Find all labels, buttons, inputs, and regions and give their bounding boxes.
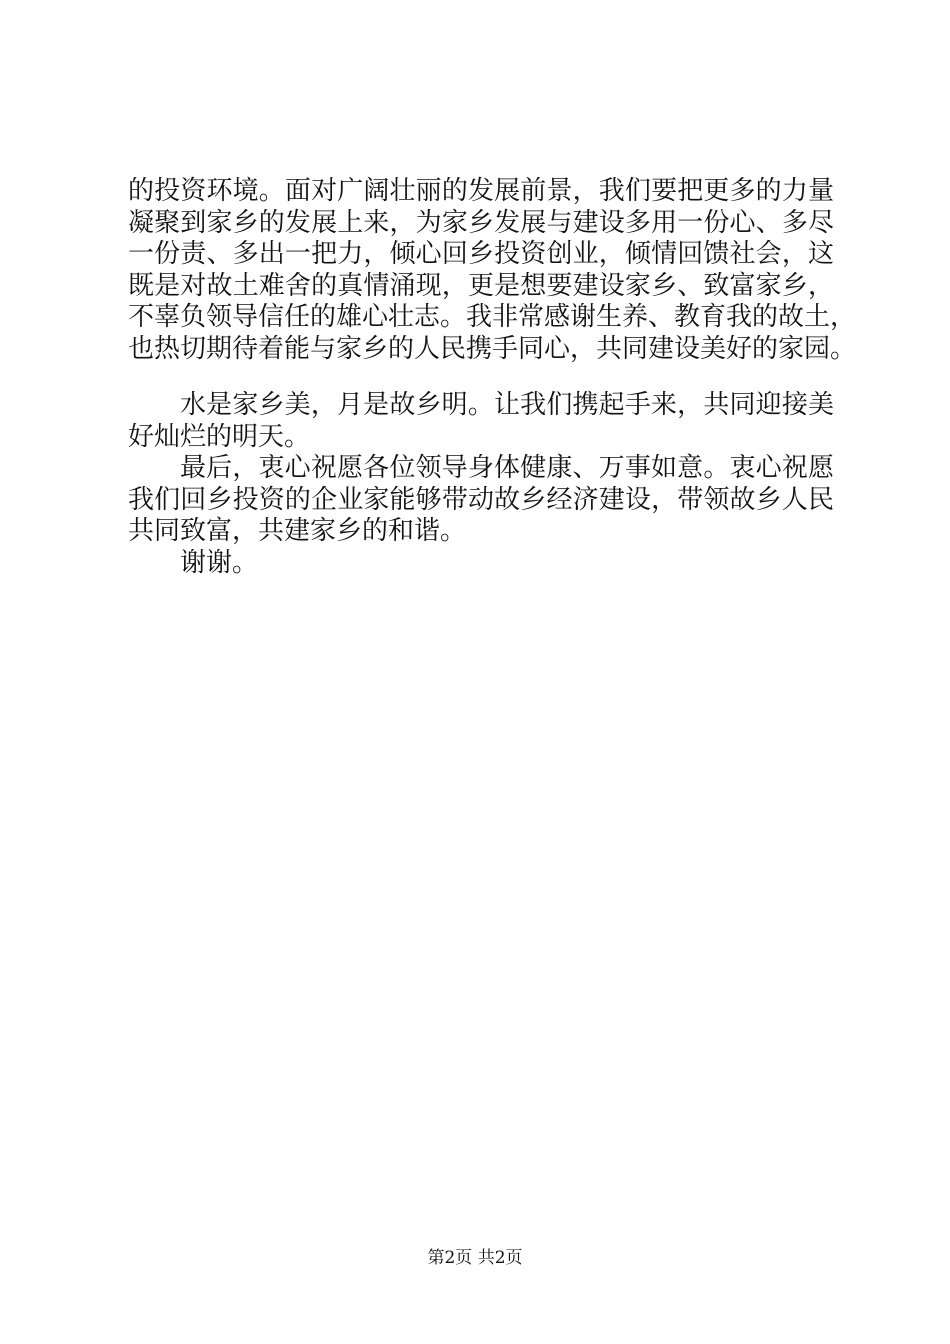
paragraph-2	[128, 390, 834, 453]
paragraph-1	[128, 176, 857, 365]
page-number-footer: 第2页 共2页	[427, 1248, 523, 1268]
text-line: 水是家乡美，月是故乡明。让我们携起手来，共同迎接美	[180, 390, 834, 420]
paragraph-gap	[128, 365, 834, 390]
text-line: 最后，衷心祝愿各位领导身体健康、万事如意。衷心祝愿	[180, 453, 834, 483]
text-line: 不辜负领导信任的雄心壮志。我非常感谢生养、教育我的故土，	[128, 302, 857, 332]
text-line: 也热切期待着能与家乡的人民携手同心，共同建设美好的家园。	[128, 333, 857, 364]
paragraph-4	[128, 548, 834, 580]
text-line: 谢谢。	[180, 547, 259, 578]
text-line: 的投资环境。面对广阔壮丽的发展前景，我们要把更多的力量	[128, 176, 834, 206]
document-body	[128, 176, 857, 579]
text-line: 既是对故土难舍的真情涌现，更是想要建设家乡、致富家乡，	[128, 270, 834, 301]
text-line: 一份责、多出一把力，倾心回乡投资创业，倾情回馈社会，这	[128, 239, 834, 269]
text-line: 凝聚到家乡的发展上来，为家乡发展与建设多用一份心、多尽	[128, 207, 834, 238]
text-line: 我们回乡投资的企业家能够带动故乡经济建设，带领故乡人民	[128, 484, 834, 515]
paragraph-3	[128, 453, 834, 548]
text-line: 共同致富，共建家乡的和谐。	[128, 516, 467, 546]
text-line: 好灿烂的明天。	[128, 421, 311, 452]
